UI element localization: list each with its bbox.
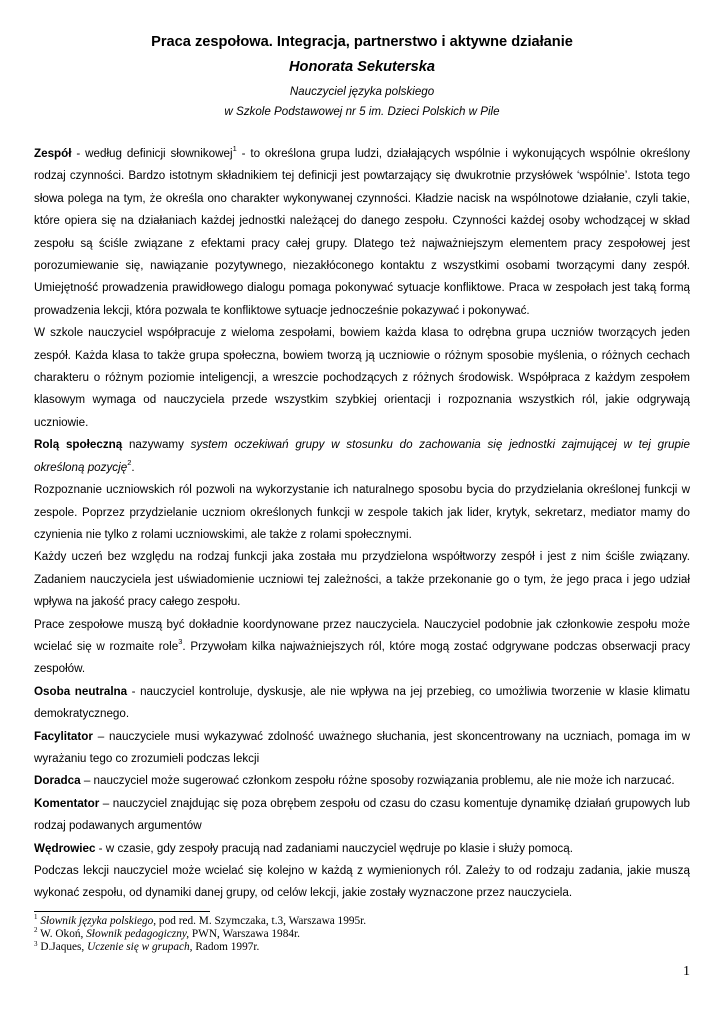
- role-term: Facylitator: [34, 729, 93, 743]
- role-term: Komentator: [34, 796, 100, 810]
- term-zespol: Zespół: [34, 147, 72, 160]
- document-title: Praca zespołowa. Integracja, partnerstwo i aktywne działanie: [151, 34, 573, 50]
- term-rola-spoleczna: Rolą społeczną: [34, 438, 123, 452]
- role-item: Facylitator – nauczyciele musi wykazywać zdolność uważnego słuchania, jest skoncentrowany na uczniach, pomaga im w wyrażaniu tego co zrozumieli podczas lekcji: [34, 729, 690, 765]
- social-role-definition: system oczekiwań grupy w stosunku do zachowania się jednostki zajmującej w tej grupie określoną pozycję: [34, 438, 690, 474]
- footnote-2: $^2$ W. Okoń, Słownik pedagogiczny, PWN, Warszawa 1984r.: [34, 926, 300, 941]
- role-item: Osoba neutralna - nauczyciel kontroluje, dyskusje, ale nie wpływa na jej przebieg, co umożliwia tworzenie w klasie klimatu demokratycznego.: [34, 684, 690, 721]
- footnote-ref-2[interactable]: 2: [127, 457, 132, 467]
- paragraph-school-teams: W szkole nauczyciel współpracuje z wieloma zespołami, bowiem każda klasa to odrębna grupa uczniów tworzących jeden zespół. Każda klasa to także grupa społeczna, bowiem tworzą ją uczniowie o różnym sposobie myślenia, o różnych cechach charakteru o różnym poziomie inteligencji, a wreszcie pochodzących z różnych środowisk. Współpraca z każdym zespołem klasowym wymaga od nauczyciela przede wszystkim szybkiej orientacji i rozpoznania wszystkich ról, jakie odgrywają uczniowie.: [34, 326, 690, 429]
- role-term: Doradca: [34, 774, 81, 788]
- paragraph-definition: Zespół - według definicji słownikowej$^1$ - to określona grupa ludzi, działających wspólnie i wykonujących wspólnie określony rodzaj czynności. Bardzo istotnym składnikiem tej definicji jest powtarzający się dwukrotnie przysłówek ‘wspólnie’. Istota tego słowa polega na tym, że określa ono charakter wykonywanej czynności. Kładzie nacisk na wspólnotowe działanie, czyli takie, które opiera się na działaniach każdej jednostki należącej do danego zespołu. Czynności każdej osoby wchodzącej w skład zespołu są ściśle związane z efektami pracy całej grupy. Dlatego też najważniejszym elementem pracy zespołowej jest porozumiewanie się, nawiązanie pozytywnego, niezakłóconego kontaktu z wszystkimi osobami tworzącymi dany zespół. Umiejętność prowadzenia prawidłowego dialogu pomaga pokonywać sytuacje konfliktowe. Praca w zespołach jest taką formą prowadzenia lekcji, która pozwala te konfliktowe sytuacje jednocześnie pokazywać i pokonywać.: [34, 144, 690, 317]
- author-affiliation-school: w Szkole Podstawowej nr 5 im. Dzieci Polskich w Pile: [224, 105, 500, 118]
- author-name: Honorata Sekuterska: [289, 59, 435, 75]
- footnote-3: $^3$ D.Jaques, Uczenie się w grupach, Radom 1997r.: [34, 939, 260, 954]
- footnote-ref-1[interactable]: 1: [232, 144, 237, 154]
- footnote-1: $^1$ Słownik języka polskiego, pod red. M. Szymczaka, t.3, Warszawa 1995r.: [34, 913, 367, 927]
- footnote-separator: [34, 911, 210, 912]
- paragraph-student-awareness: Każdy uczeń bez względu na rodzaj funkcji jaka została mu przydzielona współtworzy zespół i jest z nim ściśle związany. Zadaniem nauczyciela jest uświadomienie uczniowi tej zależności, a także przekonanie go o tym, że jego praca i jego udział wpływa na jakość pracy całego zespołu.: [34, 550, 690, 609]
- role-item: Doradca – nauczyciel może sugerować członkom zespołu różne sposoby rozwiązania problemu, ale nie może ich narzucać.: [34, 774, 675, 788]
- paragraph-conclusion: Podczas lekcji nauczyciel może wcielać się kolejno w każdą z wymienionych ról. Zależy to od rodzaju zadania, jakie muszą wykonać zespołu, od dynamiki danej grupy, od celów lekcji, jakie zostały wyznaczone przez nauczyciela.: [34, 864, 690, 900]
- paragraph-coordination: Prace zespołowe muszą być dokładnie koordynowane przez nauczyciela. Nauczyciel podobnie jak członkowie zespołu może wcielać się w rozmaite role$^3$. Przywołam kilka najważniejszych ról, które mogą zostać odgrywane podczas obserwacji pracy zespołów.: [34, 617, 691, 676]
- paragraph-role-recognition: Rozpoznanie uczniowskich ról pozwoli na wykorzystanie ich naturalnego sposobu bycia do przydzielania określonej funkcji w zespole. Poprzez przydzielanie uczniom określonych funkcji w zespole takich jak lider, krytyk, sekretarz, mediator mamy do czynienia nie tylko z rolami uczniowskimi, ale także z rolami społecznymi.: [34, 483, 690, 541]
- document-body: [34, 143, 690, 905]
- page-number: 1: [683, 964, 690, 979]
- role-term: Wędrowiec: [34, 841, 96, 855]
- role-item: Wędrowiec - w czasie, gdy zespoły pracują nad zadaniami nauczyciel wędruje po klasie i służy pomocą.: [34, 841, 573, 855]
- footnotes: [34, 915, 690, 955]
- footnote-ref-3[interactable]: 3: [178, 637, 183, 647]
- author-affiliation-role: Nauczyciel języka polskiego: [289, 85, 435, 98]
- role-term: Osoba neutralna: [34, 684, 128, 698]
- role-item: Komentator – nauczyciel znajdując się poza obrębem zespołu od czasu do czasu komentuje dynamikę działań grupowych lub rodzaj podawanych argumentów: [34, 796, 690, 833]
- paragraph-social-role: Rolą społeczną nazywamy system oczekiwań grupy w stosunku do zachowania się jednostki zajmującej w tej grupie określoną pozycję$^2$.: [34, 438, 690, 474]
